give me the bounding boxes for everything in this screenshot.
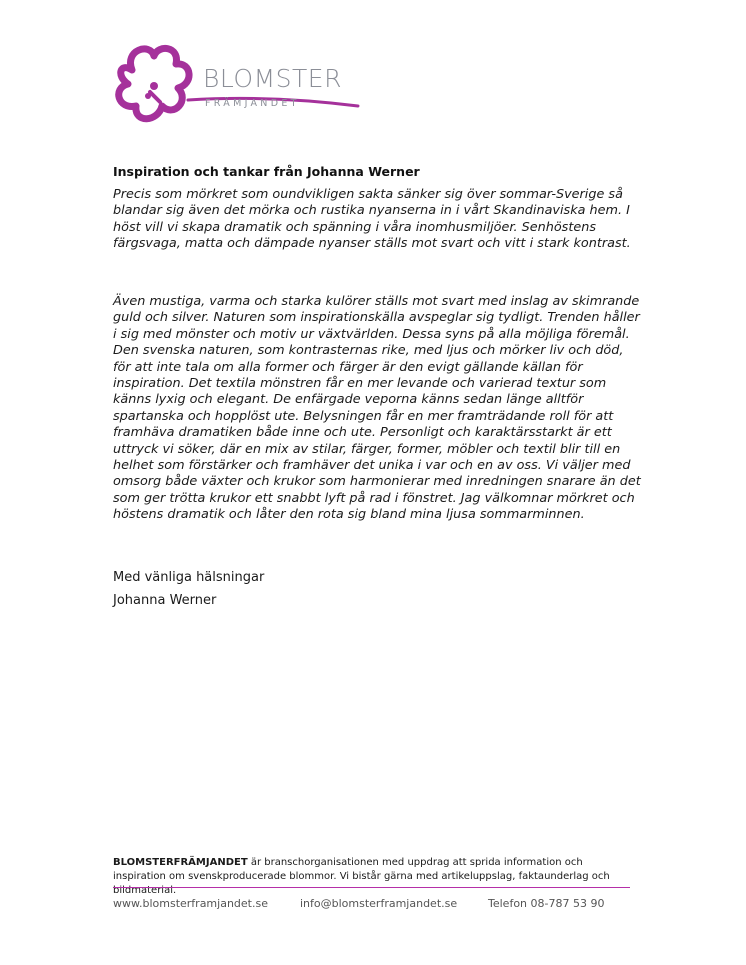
closing-name: Johanna Werner — [113, 593, 217, 608]
article-heading: Inspiration och tankar från Johanna Werner — [113, 164, 420, 179]
footer-divider — [113, 887, 630, 888]
footer-website-link[interactable]: www.blomsterframjandet.se — [113, 897, 268, 910]
company-logo — [110, 40, 360, 130]
logo-wordmark: BLOMSTER — [203, 64, 342, 93]
footer-org-name: BLOMSTERFRÄMJANDET — [113, 857, 248, 868]
footer-description — [113, 856, 633, 898]
footer-email-link[interactable]: info@blomsterframjandet.se — [300, 897, 458, 910]
footer-org-description: är branschorganisationen med uppdrag att sprida information och inspiration om svenskproducerade blommor. Vi bistår gärna med artikeluppslag, faktaunderlag och bildmaterial. — [113, 857, 610, 896]
logo-subtitle: FRÄMJANDET — [205, 98, 300, 109]
closing-greeting: Med vänliga hälsningar — [113, 570, 265, 585]
article-paragraph-2: Även mustiga, varma och starka kulörer ställs mot svart med inslag av skimrande guld och silver. Naturen som inspirationskälla avspeglar sig tydligt. Trenden håller i sig med mönster och motiv ur växtvärlden. Dessa syns på alla möjliga föremål. Den svenska naturen, som kontrasternas rike, med ljus och mörker liv och död, för att inte tala om alla former och färger är den evigt gällande källan för inspiration. Det textila mönstren får en mer levande och varierad textur som känns lyxig och elegant. De enfärgade veporna känns sedan länge alltför spartanska och hopplöst ute. Belysningen får en mer framträdande roll för att framhäva dramatiken både inne och ute. Personligt och karaktärsstarkt är ett uttryck vi söker, där en mix av stilar, färger, former, möbler och textil blir till en helhet som förstärker och framhäver det unika i var och en av oss. Vi väljer med omsorg både växter och krukor som harmonierar med inredningen snarare än det som ger trötta krukor ett snabbt lyft på rad i fönstret. Jag välkomnar mörkret och höstens dramatik och låter den rota sig bland mina ljusa sommarminnen. — [113, 294, 641, 523]
footer-phone: Telefon 08-787 53 90 — [488, 897, 605, 910]
article-paragraph-1: Precis som mörkret som oundvikligen sakta sänker sig över sommar-Sverige så blandar sig även det mörka och rustika nyanserna in i vårt Skandinaviska hem. I höst vill vi skapa dramatik och spänning i våra inomhusmiljöer. Senhöstens färgsvaga, matta och dämpade nyanser ställs mot svart och vitt i stark kontrast. — [113, 187, 631, 252]
